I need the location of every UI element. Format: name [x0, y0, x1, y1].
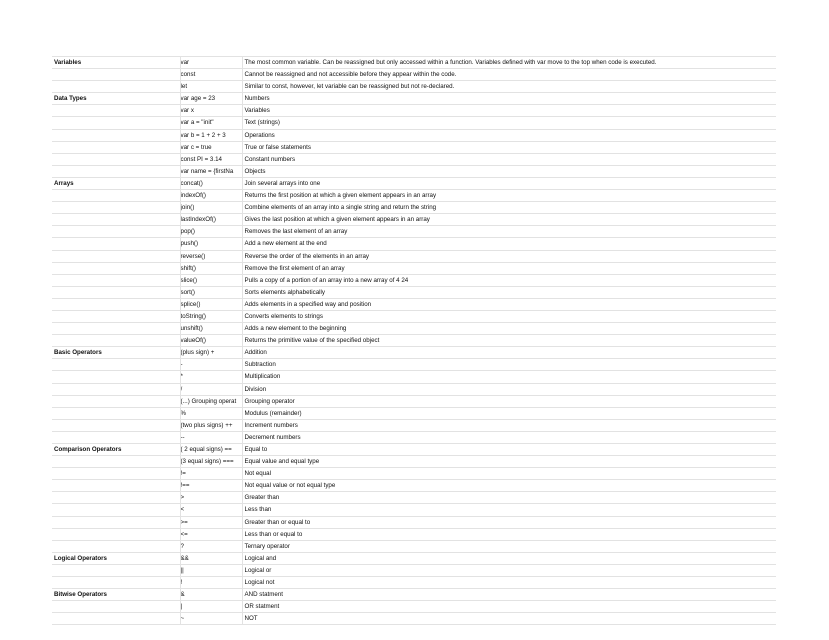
table-row [52, 226, 776, 238]
table-row [52, 93, 776, 105]
description-cell: Logical or [242, 564, 776, 576]
spreadsheet-page [52, 56, 776, 625]
code-cell: ! [180, 577, 242, 589]
description-cell: Similar to const, however, let variable can be reassigned but not re-declared. [242, 81, 776, 93]
category-cell: Bitwise Operators [52, 589, 180, 601]
description-cell: Grouping operator [242, 395, 776, 407]
category-cell [52, 238, 180, 250]
category-cell [52, 613, 180, 625]
code-cell: toString() [180, 310, 242, 322]
table-row [52, 577, 776, 589]
table-row [52, 516, 776, 528]
code-cell: var b = 1 + 2 + 3 [180, 129, 242, 141]
code-cell: -- [180, 431, 242, 443]
category-cell [52, 528, 180, 540]
table-row [52, 504, 776, 516]
code-cell: pop() [180, 226, 242, 238]
description-cell: Gives the last position at which a given element appears in an array [242, 214, 776, 226]
code-cell: >= [180, 516, 242, 528]
category-cell [52, 480, 180, 492]
code-cell: const PI = 3.14 [180, 153, 242, 165]
description-cell: Increment numbers [242, 419, 776, 431]
description-cell: Operations [242, 129, 776, 141]
category-cell [52, 69, 180, 81]
code-cell: < [180, 504, 242, 516]
code-cell: var [180, 57, 242, 69]
code-cell: ? [180, 540, 242, 552]
description-cell: Addition [242, 347, 776, 359]
category-cell [52, 468, 180, 480]
description-cell: True or false statements [242, 141, 776, 153]
category-cell [52, 504, 180, 516]
table-row [52, 419, 776, 431]
table-row [52, 129, 776, 141]
category-cell [52, 540, 180, 552]
category-cell [52, 419, 180, 431]
table-row [52, 214, 776, 226]
description-cell: Not equal [242, 468, 776, 480]
category-cell: Basic Operators [52, 347, 180, 359]
code-cell: var c = true [180, 141, 242, 153]
description-cell: Combine elements of an array into a single string and return the string [242, 202, 776, 214]
category-cell [52, 165, 180, 177]
description-cell: NOT [242, 613, 776, 625]
category-cell [52, 310, 180, 322]
table-row [52, 177, 776, 189]
code-cell: * [180, 371, 242, 383]
code-cell: % [180, 407, 242, 419]
table-row [52, 274, 776, 286]
table-row [52, 238, 776, 250]
table-row [52, 552, 776, 564]
description-cell: Numbers [242, 93, 776, 105]
description-cell: Adds a new element to the beginning [242, 323, 776, 335]
table-row [52, 57, 776, 69]
code-cell: push() [180, 238, 242, 250]
code-cell: const [180, 69, 242, 81]
category-cell [52, 456, 180, 468]
category-cell [52, 202, 180, 214]
table-row [52, 383, 776, 395]
code-cell: var a = "init" [180, 117, 242, 129]
category-cell: Logical Operators [52, 552, 180, 564]
description-cell: Join several arrays into one [242, 177, 776, 189]
description-cell: Equal to [242, 444, 776, 456]
table-row [52, 165, 776, 177]
code-cell: let [180, 81, 242, 93]
category-cell [52, 323, 180, 335]
table-row [52, 480, 776, 492]
code-cell: splice() [180, 298, 242, 310]
cheatsheet-table [52, 56, 776, 625]
description-cell: Less than [242, 504, 776, 516]
description-cell: OR statment [242, 601, 776, 613]
description-cell: Division [242, 383, 776, 395]
description-cell: Objects [242, 165, 776, 177]
category-cell [52, 601, 180, 613]
description-cell: Subtraction [242, 359, 776, 371]
description-cell: Multiplication [242, 371, 776, 383]
description-cell: Text (strings) [242, 117, 776, 129]
category-cell [52, 395, 180, 407]
table-row [52, 190, 776, 202]
table-row [52, 323, 776, 335]
description-cell: Less than or equal to [242, 528, 776, 540]
table-row [52, 69, 776, 81]
description-cell: Pulls a copy of a portion of an array into a new array of 4 24 [242, 274, 776, 286]
category-cell: Comparison Operators [52, 444, 180, 456]
category-cell [52, 564, 180, 576]
table-row [52, 347, 776, 359]
description-cell: Decrement numbers [242, 431, 776, 443]
code-cell: > [180, 492, 242, 504]
code-cell: valueOf() [180, 335, 242, 347]
table-row [52, 286, 776, 298]
table-row [52, 105, 776, 117]
table-row [52, 431, 776, 443]
table-row [52, 613, 776, 625]
table-row [52, 153, 776, 165]
description-cell: Greater than or equal to [242, 516, 776, 528]
cheatsheet-table-body [52, 57, 776, 625]
category-cell [52, 214, 180, 226]
description-cell: Logical not [242, 577, 776, 589]
category-cell: Data Types [52, 93, 180, 105]
code-cell: !== [180, 480, 242, 492]
description-cell: Remove the first element of an array [242, 262, 776, 274]
description-cell: Not equal value or not equal type [242, 480, 776, 492]
category-cell [52, 492, 180, 504]
description-cell: Returns the first position at which a given element appears in an array [242, 190, 776, 202]
code-cell: || [180, 564, 242, 576]
description-cell: Equal value and equal type [242, 456, 776, 468]
table-row [52, 528, 776, 540]
code-cell: shift() [180, 262, 242, 274]
category-cell [52, 105, 180, 117]
description-cell: Add a new element at the end [242, 238, 776, 250]
table-row [52, 395, 776, 407]
code-cell: - [180, 359, 242, 371]
description-cell: Sorts elements alphabetically [242, 286, 776, 298]
table-row [52, 262, 776, 274]
code-cell: && [180, 552, 242, 564]
code-cell: (plus sign) + [180, 347, 242, 359]
description-cell: Converts elements to strings [242, 310, 776, 322]
description-cell: Adds elements in a specified way and position [242, 298, 776, 310]
code-cell: var x [180, 105, 242, 117]
category-cell [52, 262, 180, 274]
category-cell [52, 274, 180, 286]
description-cell: Removes the last element of an array [242, 226, 776, 238]
code-cell: / [180, 383, 242, 395]
category-cell [52, 117, 180, 129]
category-cell [52, 383, 180, 395]
category-cell [52, 190, 180, 202]
category-cell [52, 286, 180, 298]
table-row [52, 117, 776, 129]
category-cell [52, 516, 180, 528]
description-cell: Reverse the order of the elements in an array [242, 250, 776, 262]
code-cell: reverse() [180, 250, 242, 262]
table-row [52, 589, 776, 601]
table-row [52, 492, 776, 504]
code-cell: unshift() [180, 323, 242, 335]
description-cell: Ternary operator [242, 540, 776, 552]
category-cell [52, 153, 180, 165]
code-cell: join() [180, 202, 242, 214]
category-cell [52, 250, 180, 262]
code-cell: sort() [180, 286, 242, 298]
code-cell: slice() [180, 274, 242, 286]
description-cell: AND statment [242, 589, 776, 601]
code-cell: (two plus signs) ++ [180, 419, 242, 431]
description-cell: Modulus (remainder) [242, 407, 776, 419]
category-cell [52, 226, 180, 238]
code-cell: (...) Grouping operat [180, 395, 242, 407]
table-row [52, 335, 776, 347]
category-cell [52, 81, 180, 93]
code-cell: (3 equal signs) === [180, 456, 242, 468]
table-row [52, 81, 776, 93]
category-cell [52, 141, 180, 153]
code-cell: ~ [180, 613, 242, 625]
category-cell [52, 129, 180, 141]
code-cell: ( 2 equal signs) == [180, 444, 242, 456]
table-row [52, 141, 776, 153]
description-cell: Returns the primitive value of the specified object [242, 335, 776, 347]
code-cell: concat() [180, 177, 242, 189]
category-cell [52, 577, 180, 589]
code-cell: | [180, 601, 242, 613]
category-cell [52, 335, 180, 347]
table-row [52, 540, 776, 552]
table-row [52, 310, 776, 322]
category-cell [52, 371, 180, 383]
code-cell: & [180, 589, 242, 601]
table-row [52, 564, 776, 576]
table-row [52, 250, 776, 262]
table-row [52, 468, 776, 480]
description-cell: Cannot be reassigned and not accessible before they appear within the code. [242, 69, 776, 81]
code-cell: indexOf() [180, 190, 242, 202]
table-row [52, 371, 776, 383]
code-cell: var name = {firstNa [180, 165, 242, 177]
table-row [52, 359, 776, 371]
table-row [52, 444, 776, 456]
description-cell: Variables [242, 105, 776, 117]
description-cell: The most common variable. Can be reassigned but only accessed within a function. Variables defined with var move to the top when code is executed. [242, 57, 776, 69]
category-cell [52, 298, 180, 310]
table-row [52, 407, 776, 419]
category-cell [52, 431, 180, 443]
table-row [52, 202, 776, 214]
table-row [52, 298, 776, 310]
category-cell: Arrays [52, 177, 180, 189]
code-cell: != [180, 468, 242, 480]
description-cell: Logical and [242, 552, 776, 564]
code-cell: lastIndexOf() [180, 214, 242, 226]
table-row [52, 601, 776, 613]
category-cell: Variables [52, 57, 180, 69]
code-cell: var age = 23 [180, 93, 242, 105]
category-cell [52, 407, 180, 419]
description-cell: Greater than [242, 492, 776, 504]
code-cell: <= [180, 528, 242, 540]
table-row [52, 456, 776, 468]
category-cell [52, 359, 180, 371]
description-cell: Constant numbers [242, 153, 776, 165]
